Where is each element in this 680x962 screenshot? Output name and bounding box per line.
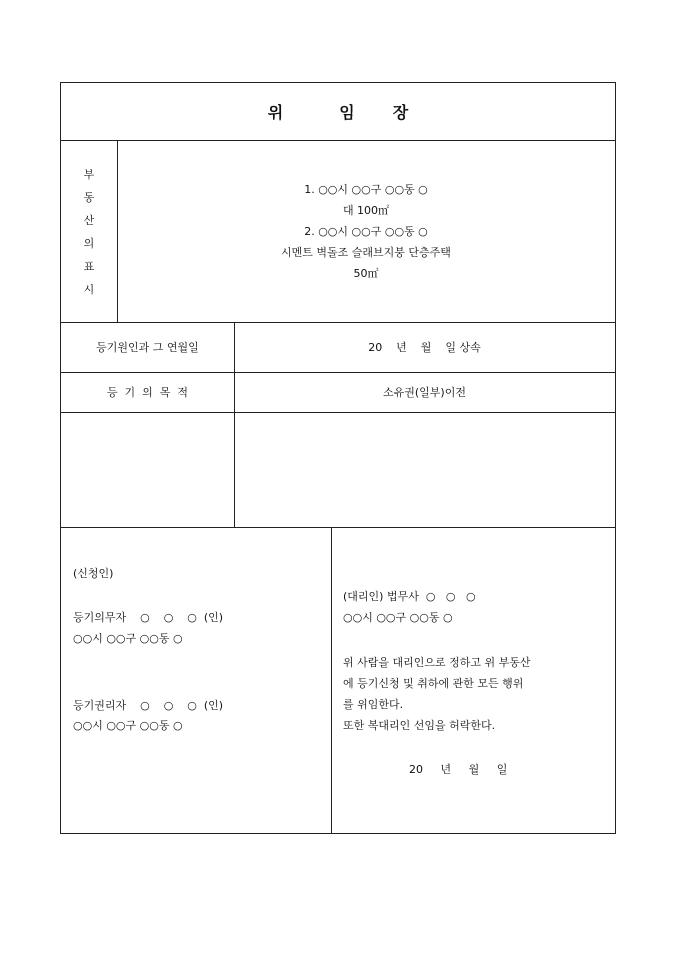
property-label-char: 동	[83, 190, 95, 204]
divider-purpose	[61, 412, 615, 413]
property-label-char: 의	[83, 236, 95, 250]
property-line: 대 100㎡	[342, 203, 390, 217]
property-line: 시멘트 벽돌조 슬래브지붕 단층주택	[281, 245, 451, 259]
agent-address: ○○시 ○○구 ○○동 ○	[343, 611, 453, 624]
agent-text-line: 를 위임한다.	[343, 698, 404, 711]
obligor-line: 등기의무자 ○ ○ ○ (인)	[73, 611, 224, 624]
agent-text-line: 에 등기신청 및 취하에 관한 모든 행위	[343, 677, 524, 690]
property-description	[117, 140, 615, 322]
divider-blank-row	[61, 527, 615, 528]
purpose-label: 등 기 의 목 적	[106, 386, 189, 399]
obligor-address: ○○시 ○○구 ○○동 ○	[73, 632, 183, 645]
property-line: 1. ○○시 ○○구 ○○동 ○	[304, 182, 428, 196]
property-label-char: 시	[83, 282, 95, 296]
property-label-char: 산	[83, 213, 95, 227]
holder-line: 등기권리자 ○ ○ ○ (인)	[73, 699, 224, 712]
title-char-1: 위	[267, 103, 284, 122]
document-title	[61, 83, 615, 140]
divider-signature-column	[331, 527, 332, 833]
holder-address: ○○시 ○○구 ○○동 ○	[73, 719, 183, 732]
title-char-2: 임	[339, 103, 355, 122]
power-of-attorney-form	[60, 82, 616, 834]
property-line: 50㎡	[353, 266, 379, 280]
agent-text-line: 위 사람을 대리인으로 정하고 위 부동산	[343, 656, 531, 669]
cause-label: 등기원인과 그 연월일	[96, 341, 199, 354]
property-label	[61, 140, 117, 322]
property-line: 2. ○○시 ○○구 ○○동 ○	[304, 224, 428, 238]
agent-date: 20 년 월 일	[409, 763, 508, 776]
property-label-char: 부	[83, 167, 95, 181]
agent-line: (대리인) 법무사 ○ ○ ○	[343, 590, 476, 603]
title-char-3: 장	[392, 103, 409, 122]
applicant-heading: (신청인)	[73, 567, 114, 580]
purpose-value: 소유권(일부)이전	[383, 386, 466, 399]
cause-value: 20 년 월 일 상속	[368, 341, 481, 354]
property-label-char: 표	[83, 259, 95, 273]
agent-text-line: 또한 복대리인 선임을 허락한다.	[343, 719, 496, 732]
